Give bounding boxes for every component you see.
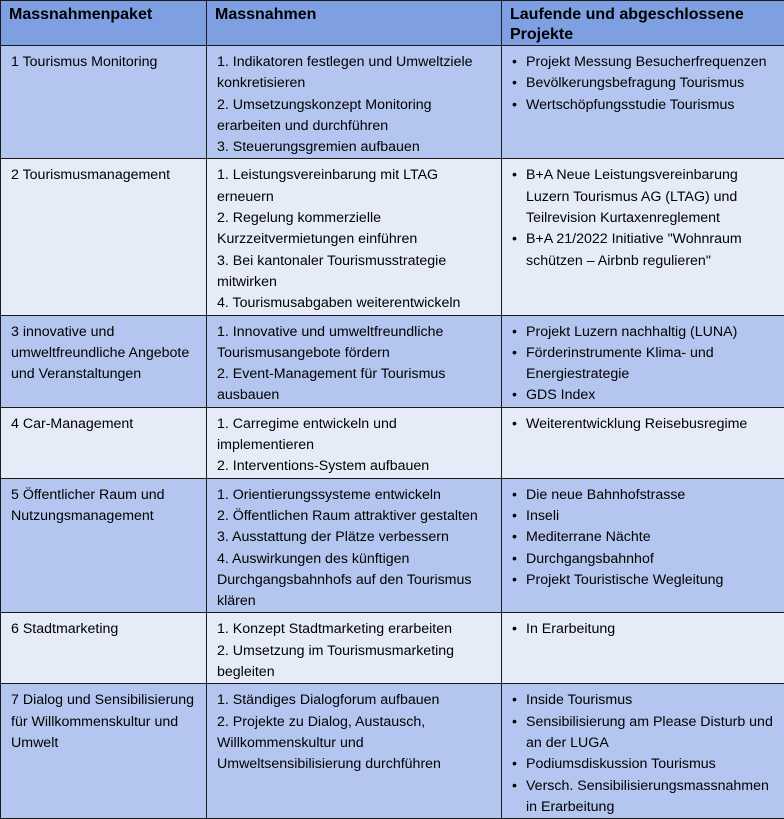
package-cell: 7 Dialog und Sensibilisierung für Willkommenskultur und Umwelt bbox=[1, 684, 207, 819]
project-item: • Versch. Sensibilisierungsmassnahmen in Erarbeitung bbox=[512, 776, 776, 819]
project-item: • GDS Index bbox=[512, 385, 776, 406]
project-list bbox=[512, 322, 776, 407]
measure-item: 2. Umsetzungskonzept Monitoring erarbeiten und durchführen bbox=[217, 95, 493, 138]
header-projects: Laufende und abgeschlossene Projekte bbox=[502, 1, 784, 46]
measures-cell bbox=[207, 46, 502, 159]
measures-cell bbox=[207, 613, 502, 684]
header-row bbox=[1, 1, 784, 46]
measure-item: 2. Umsetzung im Tourismusmarketing begleiten bbox=[217, 641, 493, 684]
measures-cell bbox=[207, 159, 502, 315]
table-row bbox=[1, 478, 784, 613]
package-cell: 2 Tourismusmanagement bbox=[1, 159, 207, 315]
projects-cell bbox=[502, 46, 784, 159]
project-list bbox=[512, 690, 776, 818]
package-cell: 3 innovative und umweltfreundliche Angebote und Veranstaltungen bbox=[1, 315, 207, 407]
package-cell: 5 Öffentlicher Raum und Nutzungsmanagement bbox=[1, 478, 207, 613]
measure-item: 4. Auswirkungen des künftigen Durchgangsbahnhofs auf den Tourismus klären bbox=[217, 549, 493, 613]
project-item: • Sensibilisierung am Please Disturb und an der LUGA bbox=[512, 712, 776, 755]
package-cell: 6 Stadtmarketing bbox=[1, 613, 207, 684]
project-list bbox=[512, 52, 776, 116]
measure-item: 3. Steuerungsgremien aufbauen bbox=[217, 137, 493, 158]
measure-item: 2. Event-Management für Tourismus ausbauen bbox=[217, 364, 493, 407]
project-list bbox=[512, 414, 776, 435]
table-row bbox=[1, 46, 784, 159]
header-measures: Massnahmen bbox=[207, 1, 502, 46]
table-row bbox=[1, 159, 784, 315]
table-row bbox=[1, 684, 784, 819]
projects-cell bbox=[502, 613, 784, 684]
measures-cell bbox=[207, 478, 502, 613]
projects-cell bbox=[502, 684, 784, 819]
project-item: • Projekt Touristische Wegleitung bbox=[512, 570, 776, 591]
package-cell: 4 Car-Management bbox=[1, 407, 207, 478]
projects-cell bbox=[502, 159, 784, 315]
table-row bbox=[1, 315, 784, 407]
project-list bbox=[512, 485, 776, 591]
measure-item: 3. Bei kantonaler Tourismusstrategie mitwirken bbox=[217, 251, 493, 294]
project-item: • Mediterrane Nächte bbox=[512, 527, 776, 548]
projects-cell bbox=[502, 478, 784, 613]
measure-item: 3. Ausstattung der Plätze verbessern bbox=[217, 527, 493, 548]
projects-cell bbox=[502, 315, 784, 407]
project-item: • Projekt Messung Besucherfrequenzen bbox=[512, 52, 776, 73]
measure-item: 1. Konzept Stadtmarketing erarbeiten bbox=[217, 619, 493, 640]
measure-item: 2. Interventions-System aufbauen bbox=[217, 456, 493, 477]
project-item: • Förderinstrumente Klima- und Energiestrategie bbox=[512, 343, 776, 386]
project-item: • Inseli bbox=[512, 506, 776, 527]
projects-cell bbox=[502, 407, 784, 478]
project-item: • Projekt Luzern nachhaltig (LUNA) bbox=[512, 322, 776, 343]
measure-item: 1. Ständiges Dialogforum aufbauen bbox=[217, 690, 493, 711]
project-item: • B+A 21/2022 Initiative "Wohnraum schützen – Airbnb regulieren" bbox=[512, 229, 776, 272]
measure-item: 4. Tourismusabgaben weiterentwickeln bbox=[217, 293, 493, 314]
measure-item: 2. Öffentlichen Raum attraktiver gestalten bbox=[217, 506, 493, 527]
package-cell: 1 Tourismus Monitoring bbox=[1, 46, 207, 159]
project-list bbox=[512, 619, 776, 640]
measures-cell bbox=[207, 407, 502, 478]
project-item: • Bevölkerungsbefragung Tourismus bbox=[512, 73, 776, 94]
measure-item: 1. Orientierungssysteme entwickeln bbox=[217, 485, 493, 506]
measure-item: 2. Projekte zu Dialog, Austausch, Willkommenskultur und Umweltsensibilisierung durchführen bbox=[217, 712, 493, 776]
project-item: • Durchgangsbahnhof bbox=[512, 549, 776, 570]
header-package: Massnahmenpaket bbox=[1, 1, 207, 46]
measure-item: 1. Indikatoren festlegen und Umweltziele konkretisieren bbox=[217, 52, 493, 95]
measure-item: 1. Carregime entwickeln und implementieren bbox=[217, 414, 493, 457]
measures-cell bbox=[207, 684, 502, 819]
project-item: • Weiterentwicklung Reisebusregime bbox=[512, 414, 776, 435]
measure-item: 1. Leistungsvereinbarung mit LTAG erneuern bbox=[217, 165, 493, 208]
project-item: • B+A Neue Leistungsvereinbarung Luzern Tourismus AG (LTAG) und Teilrevision Kurtaxenreglement bbox=[512, 165, 776, 229]
measure-item: 1. Innovative und umweltfreundliche Tourismusangebote fördern bbox=[217, 322, 493, 365]
measures-cell bbox=[207, 315, 502, 407]
table-row bbox=[1, 407, 784, 478]
project-list bbox=[512, 165, 776, 271]
measure-item: 2. Regelung kommerzielle Kurzzeitvermietungen einführen bbox=[217, 208, 493, 251]
table-row bbox=[1, 613, 784, 684]
project-item: • Wertschöpfungsstudie Tourismus bbox=[512, 95, 776, 116]
project-item: • Podiumsdiskussion Tourismus bbox=[512, 754, 776, 775]
project-item: • Die neue Bahnhofstrasse bbox=[512, 485, 776, 506]
project-item: • Inside Tourismus bbox=[512, 690, 776, 711]
project-item: • In Erarbeitung bbox=[512, 619, 776, 640]
